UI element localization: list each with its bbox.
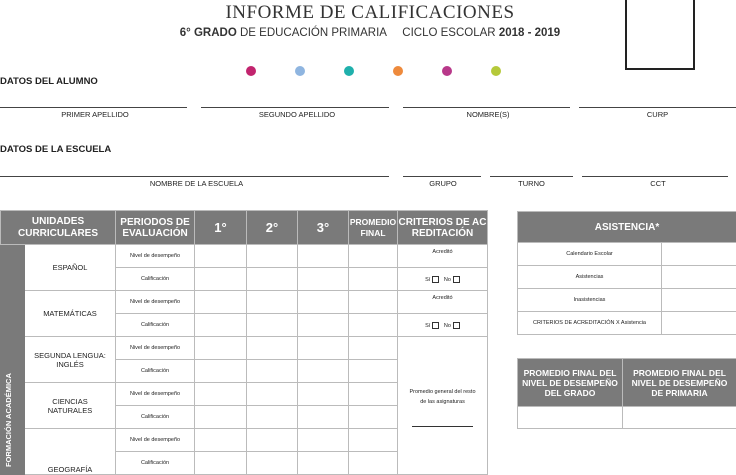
general-average-label: Promedio general del resto de las asignaturas	[406, 387, 479, 407]
grade-cell[interactable]	[349, 406, 398, 429]
dot-3	[344, 66, 354, 76]
grade-cell[interactable]	[247, 383, 298, 406]
grade-cell[interactable]	[195, 452, 247, 475]
absences-label: Inasistencias	[518, 289, 662, 312]
row-label-level: Nivel de desempeño	[116, 337, 195, 360]
photo-box	[625, 0, 695, 70]
row-label-grade: Calificación	[116, 360, 195, 383]
final-average-header: PROMEDIO FINAL	[349, 211, 398, 245]
grade-average-header: PROMEDIO FINAL DEL NIVEL DE DESEMPEÑO DEL GRADO	[518, 359, 623, 407]
primary-average-header: PROMEDIO FINAL DEL NIVEL DE DESEMPEÑO DE PRIMARIA	[623, 359, 736, 407]
period-3-header: 3°	[298, 211, 349, 245]
no-label: No	[444, 276, 451, 282]
attendance-cell[interactable]	[662, 289, 736, 312]
cycle-value: 2018 - 2019	[499, 27, 560, 39]
grade-cell[interactable]	[298, 268, 349, 291]
attendance-cell[interactable]	[662, 266, 736, 289]
grade-cell[interactable]	[298, 452, 349, 475]
school-name-label: NOMBRE DE LA ESCUELA	[0, 179, 393, 188]
row-label-grade: Calificación	[116, 406, 195, 429]
row-label-level: Nivel de desempeño	[116, 245, 195, 268]
attendance-table	[517, 211, 736, 335]
calendar-label: Calendario Escolar	[518, 243, 662, 266]
grade-cell[interactable]	[195, 291, 247, 314]
row-label-level: Nivel de desempeño	[116, 291, 195, 314]
row-label-level: Nivel de desempeño	[116, 383, 195, 406]
attendance-header: ASISTENCIA*	[518, 212, 736, 243]
dot-2	[295, 66, 305, 76]
subject-geografia: GEOGRAFÍA	[25, 429, 116, 475]
student-heading: DATOS DEL ALUMNO	[0, 76, 98, 87]
yes-no-choice	[398, 268, 488, 291]
grade-cell[interactable]	[298, 383, 349, 406]
cycle-label: CICLO ESCOLAR	[402, 27, 495, 39]
curp-label: CURP	[579, 110, 736, 119]
no-label: No	[444, 322, 451, 328]
yes-label: Sí	[425, 276, 430, 282]
attendance-cell[interactable]	[662, 243, 736, 266]
grade-cell[interactable]	[247, 429, 298, 452]
grade-cell[interactable]	[298, 406, 349, 429]
grade-cell[interactable]	[195, 314, 247, 337]
grade-cell[interactable]	[247, 268, 298, 291]
primary-average-cell[interactable]	[623, 407, 736, 429]
grade-label: 6° GRADO	[180, 27, 237, 39]
grade-cell[interactable]	[247, 452, 298, 475]
grade-cell[interactable]	[298, 314, 349, 337]
averages-table	[517, 358, 736, 429]
grade-cell[interactable]	[349, 245, 398, 268]
cct-label: CCT	[582, 179, 734, 188]
grade-cell[interactable]	[349, 383, 398, 406]
yes-no-choice	[398, 314, 488, 337]
period-2-header: 2°	[247, 211, 298, 245]
shift-label: TURNO	[490, 179, 573, 188]
field-line[interactable]	[201, 107, 389, 108]
grade-level: DE EDUCACIÓN PRIMARIA	[240, 27, 386, 39]
subject-matematicas: MATEMÁTICAS	[25, 291, 116, 337]
academic-side-label: FORMACIÓN ACADÉMICA	[4, 347, 13, 467]
row-label-grade: Calificación	[116, 452, 195, 475]
names-label: NOMBRE(S)	[403, 110, 573, 119]
dot-4	[393, 66, 403, 76]
grade-cell[interactable]	[349, 337, 398, 360]
grade-cell[interactable]	[247, 245, 298, 268]
grade-cell[interactable]	[349, 291, 398, 314]
yes-label: Sí	[425, 322, 430, 328]
grade-cell[interactable]	[298, 360, 349, 383]
row-label-grade: Calificación	[116, 314, 195, 337]
second-surname-label: SEGUNDO APELLIDO	[201, 110, 393, 119]
school-heading: DATOS DE LA ESCUELA	[0, 144, 111, 155]
field-line[interactable]	[0, 176, 389, 177]
field-line[interactable]	[403, 107, 570, 108]
attendance-criteria-label: CRITERIOS DE ACREDITACIÓN X Asistencia	[518, 312, 662, 335]
grade-cell[interactable]	[349, 268, 398, 291]
dot-5	[442, 66, 452, 76]
grade-cell[interactable]	[195, 268, 247, 291]
grade-cell[interactable]	[298, 337, 349, 360]
attendance-cell[interactable]	[662, 312, 736, 335]
acredita-label: Acreditó	[398, 291, 488, 314]
grade-cell[interactable]	[247, 337, 298, 360]
grade-cell[interactable]	[195, 406, 247, 429]
grade-cell[interactable]	[349, 452, 398, 475]
subject-ingles: SEGUNDA LENGUA: INGLÉS	[25, 337, 116, 383]
grade-cell[interactable]	[247, 314, 298, 337]
grade-cell[interactable]	[195, 429, 247, 452]
grade-average-cell[interactable]	[518, 407, 623, 429]
criteria-header: CRITERIOS DE ACREDITACIÓN	[398, 211, 488, 245]
field-line[interactable]	[579, 107, 736, 108]
field-line[interactable]	[403, 176, 481, 177]
attendances-label: Asistencias	[518, 266, 662, 289]
grade-cell[interactable]	[298, 429, 349, 452]
report-title: INFORME DE CALIFICACIONES	[170, 2, 570, 24]
academic-side-cell	[1, 245, 25, 475]
general-average-line[interactable]	[412, 426, 473, 427]
grades-table	[0, 210, 488, 475]
acredita-label: Acreditó	[398, 245, 488, 268]
dot-1	[246, 66, 256, 76]
grade-cell[interactable]	[349, 314, 398, 337]
field-line[interactable]	[582, 176, 728, 177]
group-label: GRUPO	[403, 179, 483, 188]
row-label-grade: Calificación	[116, 268, 195, 291]
dot-6	[491, 66, 501, 76]
field-line[interactable]	[0, 107, 187, 108]
grade-cell[interactable]	[195, 360, 247, 383]
grade-cell[interactable]	[298, 291, 349, 314]
yes-checkbox[interactable]	[432, 276, 439, 283]
subject-ciencias: CIENCIAS NATURALES	[25, 383, 116, 429]
grade-cell[interactable]	[195, 337, 247, 360]
periods-header: PERIODOS DE EVALUACIÓN	[116, 211, 195, 245]
grade-cell[interactable]	[195, 383, 247, 406]
grade-cell[interactable]	[349, 360, 398, 383]
grade-cell[interactable]	[247, 291, 298, 314]
grade-cell[interactable]	[247, 406, 298, 429]
report-subtitle	[100, 27, 640, 39]
no-checkbox[interactable]	[453, 322, 460, 329]
subject-espanol: ESPAÑOL	[25, 245, 116, 291]
grade-cell[interactable]	[195, 245, 247, 268]
first-surname-label: PRIMER APELLIDO	[0, 110, 190, 119]
general-average-cell	[398, 337, 488, 475]
grade-cell[interactable]	[349, 429, 398, 452]
field-line[interactable]	[490, 176, 573, 177]
units-header: UNIDADES CURRICULARES	[1, 211, 116, 245]
period-1-header: 1°	[195, 211, 247, 245]
no-checkbox[interactable]	[453, 276, 460, 283]
row-label-level: Nivel de desempeño	[116, 429, 195, 452]
grade-cell[interactable]	[298, 245, 349, 268]
grade-cell[interactable]	[247, 360, 298, 383]
yes-checkbox[interactable]	[432, 322, 439, 329]
